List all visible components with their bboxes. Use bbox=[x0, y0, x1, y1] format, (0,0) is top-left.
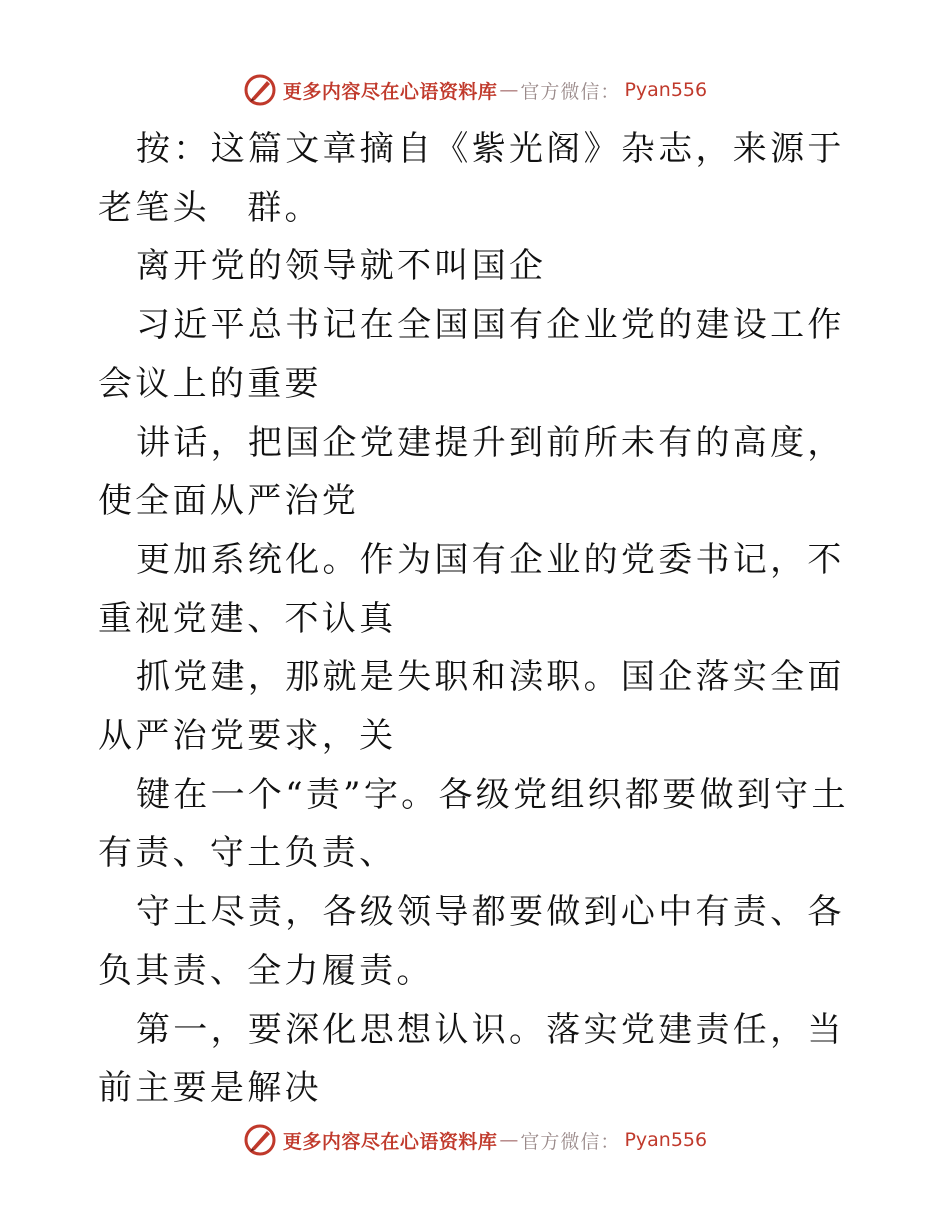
banner-wechat-id: Pyan556 bbox=[624, 1129, 708, 1151]
quill-pen-logo-icon bbox=[243, 73, 277, 107]
article-body bbox=[98, 120, 858, 1118]
quill-pen-logo-icon bbox=[243, 1123, 277, 1157]
paragraph-text: 习近平总书记在全国国有企业党的建设工作会议上的重要 bbox=[98, 305, 845, 404]
footer-banner bbox=[0, 1122, 950, 1158]
paragraph-text: 守土尽责，各级领导都要做到心中有责、各负其责、全力履责。 bbox=[98, 892, 845, 991]
banner-wechat-label: 官方微信： bbox=[520, 1130, 621, 1153]
paragraph-heading: 离开党的领导就不叫国企 bbox=[136, 246, 547, 287]
paragraph-text: 讲话，把国企党建提升到前所未有的高度，使全面从严治党 bbox=[98, 422, 845, 522]
paragraph-text: 更加系统化。作为国有企业的党委书记，不重视党建、不认真 bbox=[98, 539, 845, 639]
banner-dash: — bbox=[499, 79, 519, 101]
banner-dash: — bbox=[499, 1129, 519, 1151]
paragraph-text: 第一，要深化思想认识。落实党建责任，当前主要是解决 bbox=[98, 1009, 845, 1109]
banner-wechat-id: Pyan556 bbox=[624, 79, 708, 101]
header-banner bbox=[0, 72, 950, 108]
banner-wechat-label: 官方微信： bbox=[520, 80, 621, 103]
banner-site-text: 更多内容尽在心语资料库 bbox=[282, 1130, 498, 1153]
paragraph-text: 抓党建，那就是失职和渎职。国企落实全面从严治党要求，关 bbox=[98, 657, 845, 757]
banner-site-text: 更多内容尽在心语资料库 bbox=[282, 80, 498, 103]
paragraph-text: 键在一个“责”字。各级党组织都要做到守土有责、守土负责、 bbox=[98, 774, 849, 874]
paragraph-note: 按：这篇文章摘自《紫光阁》杂志，来源于老笔头 群。 bbox=[98, 129, 845, 228]
